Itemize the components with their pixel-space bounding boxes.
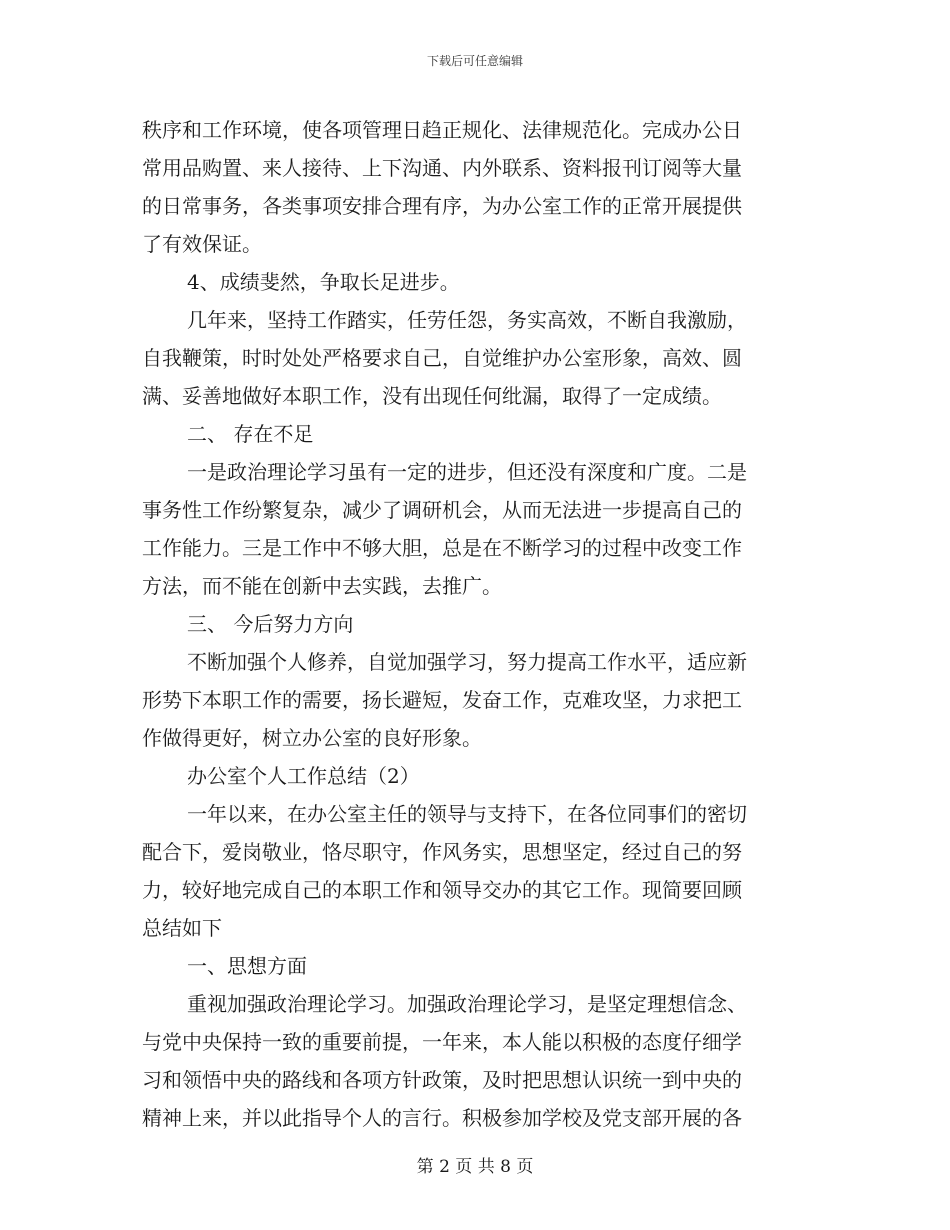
text-line: 4、成绩斐然，争取长足进步。 [187, 270, 460, 294]
text-line: 形势下本职工作的需要，扬长避短，发奋工作，克难攻坚，力求把工 [142, 688, 742, 712]
text-line: 的日常事务，各类事项安排合理有序，为办公室工作的正常开展提供 [142, 194, 742, 218]
text-line: 作做得更好，树立办公室的良好形象。 [142, 726, 482, 750]
text-line: 力，较好地完成自己的本职工作和领导交办的其它工作。现简要回顾 [142, 878, 742, 902]
text-line: 不断加强个人修养，自觉加强学习，努力提高工作水平，适应新 [187, 650, 747, 674]
text-line: 方法，而不能在创新中去实践，去推广。 [142, 574, 502, 598]
text-line: 重视加强政治理论学习。加强政治理论学习，是坚定理想信念、 [187, 992, 747, 1016]
text-line: 与党中央保持一致的重要前提，一年来，本人能以积极的态度仔细学 [142, 1030, 742, 1054]
text-line: 总结如下 [142, 916, 222, 940]
text-line: 秩序和工作环境，使各项管理日趋正规化、法律规范化。完成办公日 [142, 118, 742, 142]
text-line: 自我鞭策，时时处处严格要求自己，自觉维护办公室形象，高效、圆 [142, 346, 742, 370]
text-line: 习和领悟中央的路线和各项方针政策，及时把思想认识统一到中央的 [142, 1068, 742, 1092]
page-header: 下载后可任意编辑 [426, 54, 523, 68]
text-line: 配合下，爱岗敬业，恪尽职守，作风务实，思想坚定，经过自己的努 [142, 840, 742, 864]
text-line: 一、思想方面 [187, 954, 307, 978]
text-line: 了有效保证。 [142, 232, 262, 256]
text-line: 常用品购置、来人接待、上下沟通、内外联系、资料报刊订阅等大量 [142, 156, 742, 180]
text-line: 精神上来，并以此指导个人的言行。积极参加学校及党支部开展的各 [142, 1106, 742, 1130]
text-line: 几年来，坚持工作踏实，任劳任怨，务实高效，不断自我激励， [187, 308, 747, 332]
text-line: 二、 存在不足 [187, 422, 314, 446]
text-line: 办公室个人工作总结（2） [187, 764, 420, 788]
text-line: 工作能力。三是工作中不够大胆，总是在不断学习的过程中改变工作 [142, 536, 742, 560]
text-line: 一是政治理论学习虽有一定的进步，但还没有深度和广度。二是 [187, 460, 747, 484]
text-line: 事务性工作纷繁复杂，减少了调研机会，从而无法进一步提高自己的 [142, 498, 742, 522]
text-line: 三、 今后努力方向 [187, 612, 354, 636]
text-line: 满、妥善地做好本职工作，没有出现任何纰漏，取得了一定成绩。 [142, 384, 722, 408]
page-number: 第 2 页 共 8 页 [416, 1157, 534, 1177]
text-line: 一年以来，在办公室主任的领导与支持下，在各位同事们的密切 [187, 802, 747, 826]
document-body [142, 111, 808, 1137]
